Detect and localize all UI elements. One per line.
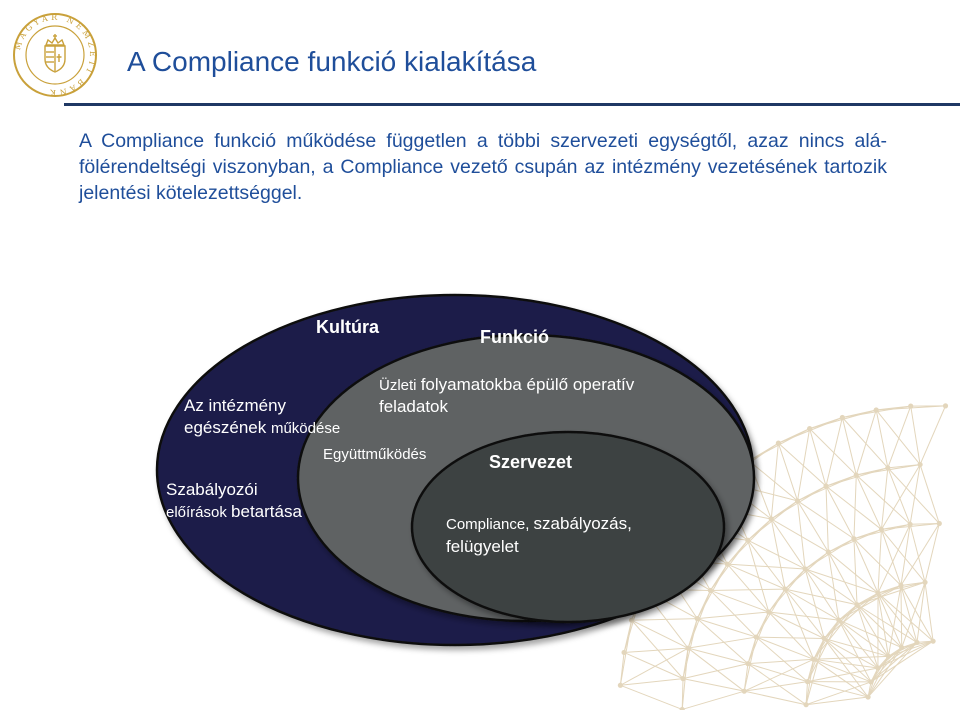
function-item-operations-c: feladatok [379, 397, 448, 416]
culture-item-institution [184, 395, 340, 440]
culture-item-regulation-line1: Szabályozói [166, 480, 258, 499]
culture-item-institution-line2a: egészének [184, 418, 271, 437]
function-item-operations [379, 374, 634, 417]
culture-item-institution-line2b: működése [270, 420, 341, 437]
function-item-operations-a: Üzleti [379, 377, 421, 394]
intro-paragraph: A Compliance funkció működése független a többi szervezeti egységtől, azaz nincs alá-fölérendeltségi viszonyban, a Compliance vezető csupán az intézmény vezetésének tartozik jelentési kötelezettséggel. [79, 130, 887, 204]
culture-label: Kultúra [316, 317, 379, 337]
organization-label: Szervezet [489, 452, 573, 472]
function-item-cooperation: Együttműködés [323, 446, 427, 463]
culture-item-regulation [166, 479, 302, 524]
culture-item-regulation-line2b: betartása [231, 502, 302, 521]
function-label: Funkció [480, 327, 550, 347]
organization-item-compliance-a: Compliance, [446, 516, 534, 533]
culture-item-institution-line1: Az intézmény [184, 396, 287, 415]
function-item-operations-b: folyamatokba épülő operatív [420, 375, 635, 394]
organization-item-compliance [446, 513, 632, 558]
page-title: A Compliance funkció kialakítása [127, 46, 537, 77]
organization-item-compliance-b: szabályozás, [533, 514, 632, 533]
organization-item-compliance-c: felügyelet [446, 537, 519, 556]
culture-item-regulation-line2a: előírások [166, 504, 232, 521]
logo-ring-text: MAGYAR NEMZETI BANK [13, 12, 98, 98]
